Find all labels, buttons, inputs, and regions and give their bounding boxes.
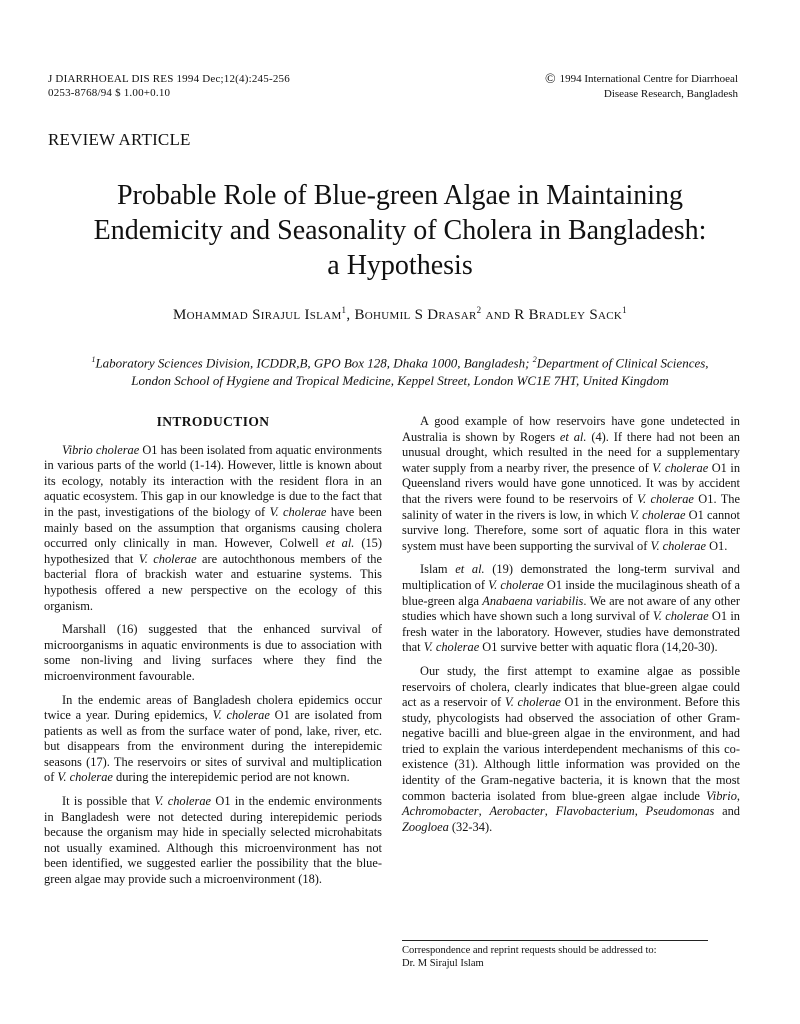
paragraph: Marshall (16) suggested that the enhanced survival of microorganisms in aquatic environments is due to association with some non-living and living surfaces where they find the microenvironment favourable. [44, 622, 382, 683]
species-name: V. cholerae [138, 551, 197, 566]
affil-1-text: Laboratory Sciences Division, ICDDR,B, GPO Box 128, Dhaka 1000, Bangladesh; [95, 355, 533, 371]
copyright-line-1: 1994 International Centre for Diarrhoeal [559, 73, 738, 85]
footnote-line-1: Correspondence and reprint requests should be addressed to: [402, 945, 657, 956]
paragraph: It is possible that V. cholerae O1 in the endemic environments in Bangladesh were not detected during interepidemic periods because the organism may hide in specially selected microhabitats not usually examined. Although this microenvironment has not been identified, we suggested earlier the possibility that the blue-green algae may provide such a microenvironment (18). [44, 794, 383, 887]
article-title [40, 178, 760, 283]
genus-name: Pseudomonas [645, 804, 715, 819]
copyright-icon: © [544, 72, 556, 87]
correspondence-footnote [402, 944, 732, 970]
author-separator: , [346, 307, 355, 323]
species-name: V. cholerae [629, 507, 686, 522]
section-heading: INTRODUCTION [156, 414, 270, 429]
author-separator: and [481, 307, 515, 323]
species-name: V. cholerae [652, 460, 709, 475]
author-list [0, 305, 800, 324]
paragraph: Islam et al. (19) demonstrated the long-term survival and multiplication of V. cholerae O1 inside the mucilaginous sheath of a blue-green alga Anabaena variabilis. We are not aware of any other studies which have shown such a long survival of V. cholerae O1 in fresh water in the laboratory. However, studies have demonstrated that V. cholerae O1 survive better with aquatic flora (14,20-30). [402, 562, 741, 655]
paragraph: Our study, the first attempt to examine algae as possible reservoirs of cholera, clearly indicates that blue-green algae could act as a reservoir of V. cholerae O1 in the environment. Before this study, phycologists had observed the association of other Gram-negative bacilli and blue-green algae in the environment, and had tried to explain the various interdependent mechanisms of this co-existence (31). Although little information was provided on the identity of the Gram-negative bacteria, it is known that the most common bacteria isolated from blue-green algae include Vibrio, Achromobacter, Aerobacter, Flavobacterium, Pseudomonas and Zoogloea (32-34). [402, 663, 740, 834]
article-type: REVIEW ARTICLE [48, 130, 191, 149]
journal-line: J DIARRHOEAL DIS RES 1994 Dec;12(4):245-256 [48, 73, 290, 85]
title-line-3: a Hypothesis [327, 250, 473, 281]
footnote-divider [402, 940, 708, 941]
species-name: V. cholerae [154, 794, 212, 809]
species-name: V. cholerae [57, 770, 113, 785]
author-3: R Bradley Sack [514, 307, 623, 323]
left-column [44, 414, 382, 896]
title-line-1: Probable Role of Blue-green Algae in Maintaining [116, 180, 684, 211]
species-name: V. cholerae [423, 640, 480, 655]
affil-2-mark: 2 [532, 355, 537, 364]
author-2: Bohumil S Drasar [354, 307, 477, 323]
paragraph: A good example of how reservoirs have gone undetected in Australia is shown by Rogers et al. (4). If there had not been an unusual drought, which resulted in the need for a supplementary water supply from a nearby river, the presence of V. cholerae O1 in Queensland rivers would have gone unnoticed. It was by accident that the rivers were found to be reservoirs of V. cholerae O1. The salinity of water in the rivers is low, in which V. cholerae O1 cannot survive long. Therefore, some sort of aquatic flora in this water system must have been supporting the survival of V. cholerae O1. [402, 414, 741, 553]
species-name: V. cholerae [652, 609, 709, 624]
journal-citation [48, 72, 290, 100]
affil-1-mark: 1 [91, 355, 96, 364]
genus-name: Achromobacter [402, 804, 479, 819]
species-name: V. cholerae [650, 538, 706, 553]
species-name: V. cholerae [504, 695, 561, 710]
right-column [402, 414, 740, 843]
species-name: V. cholerae [488, 577, 544, 592]
genus-name: Zoogloea [402, 819, 449, 834]
affiliations [40, 351, 760, 390]
genus-name: Vibrio [706, 788, 737, 803]
copyright-notice [545, 72, 738, 101]
author-1: Mohammad Sirajul Islam [173, 307, 342, 323]
author-3-affil-mark: 1 [622, 305, 627, 315]
title-line-2: Endemicity and Seasonality of Cholera in Bangladesh: [93, 215, 707, 246]
affil-2-text: Department of Clinical Sciences, [536, 355, 709, 371]
genus-name: Flavobacterium [555, 804, 635, 819]
author-2-affil-mark: 2 [476, 305, 482, 315]
journal-code-line: 0253-8768/94 $ 1.00+0.10 [48, 87, 171, 99]
genus-name: Aerobacter [489, 804, 545, 819]
species-name: Vibrio cholerae [62, 442, 140, 457]
species-name: V. cholerae [212, 708, 270, 723]
footnote-line-2: Dr. M Sirajul Islam [402, 958, 484, 969]
species-name: V. cholerae [269, 504, 327, 519]
species-name: V. cholerae [637, 491, 694, 506]
paragraph: In the endemic areas of Bangladesh cholera epidemics occur twice a year. During epidemics, V. cholerae O1 are isolated from patients as well as from the surface water of pond, lake, river, etc. but disappears from the environment during the interepidemic seasons (17). The reservoirs or sites of survival and multiplication of V. cholerae during the interepidemic period are not known. [44, 692, 382, 785]
copyright-line-2: Disease Research, Bangladesh [603, 88, 738, 100]
species-name: Anabaena variabilis [482, 593, 584, 608]
paragraph: Vibrio cholerae O1 has been isolated from aquatic environments in various parts of the world (1-14). However, little is known about its ecology, notably its interaction with the resident flora in an aquatic ecosystem. This gap in our knowledge is due to the fact that in the past, investigations of the biology of V. cholerae have been mainly based on the assumption that organisms causing cholera occurred only clinically in man. However, Colwell et al. (15) hypothesized that V. cholerae are autochthonous members of the bacterial flora of brackish water and estuarine systems. This hypothesis offered a new perspective on the ecology of this organism. [44, 442, 383, 613]
affil-2-address: London School of Hygiene and Tropical Medicine, Keppel Street, London WC1E 7HT, United Kingdom [131, 373, 669, 389]
author-1-affil-mark: 1 [341, 305, 347, 315]
